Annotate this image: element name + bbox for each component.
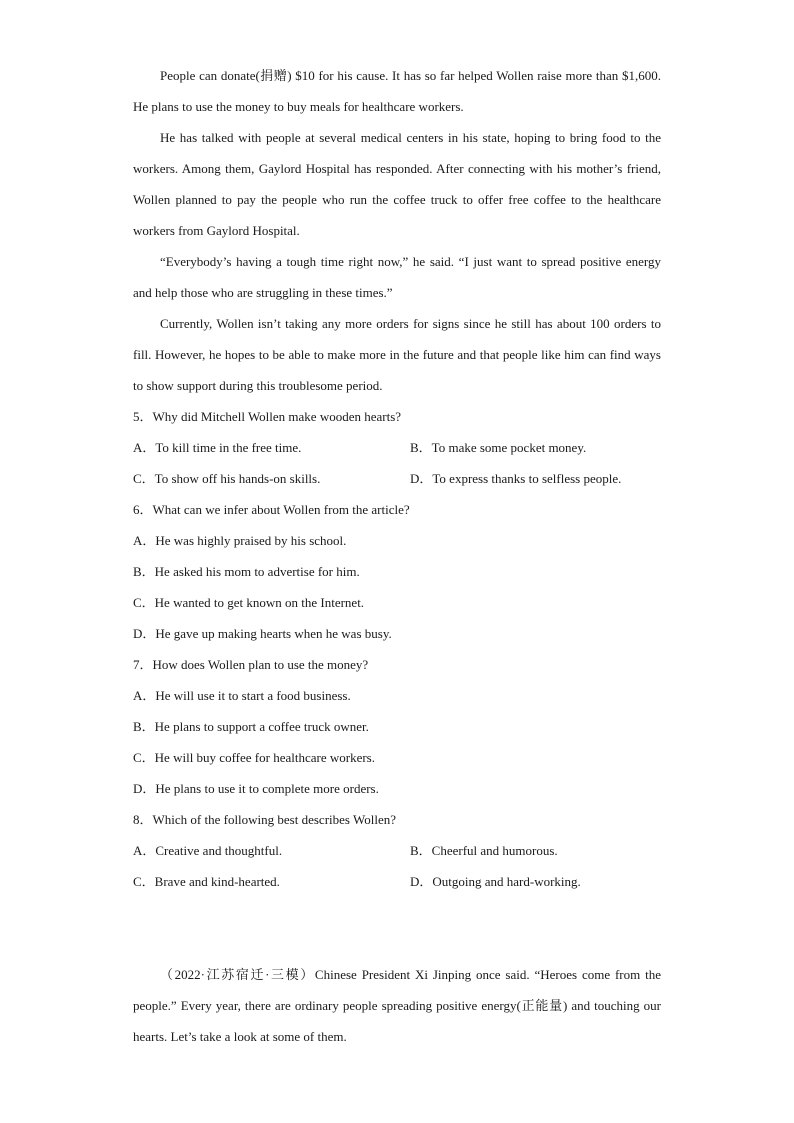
question-5-option-c: C．To show off his hands-on skills. xyxy=(133,471,321,486)
question-7-option-a: A．He will use it to start a food business. xyxy=(133,688,351,703)
passage-paragraph-3: “Everybody’s having a tough time right now,” he said. “I just want to spread positive energy and help those who are struggling in these times.” xyxy=(133,254,661,300)
question-8-option-c: C．Brave and kind-hearted. xyxy=(133,874,280,889)
question-7-option-d: D．He plans to use it to complete more orders. xyxy=(133,781,379,796)
question-6-option-d: D．He gave up making hearts when he was busy. xyxy=(133,626,392,641)
question-6-option-c: C．He wanted to get known on the Internet. xyxy=(133,595,365,610)
question-8-option-d: D．Outgoing and hard-working. xyxy=(410,874,581,889)
question-8-options-row-1 xyxy=(133,835,661,866)
next-passage-intro: （2022·江苏宿迁·三模）Chinese President Xi Jinping once said. “Heroes come from the people.” Every year, there are ordinary people spreading positive energy(正能量) and touching our hearts. Let’s take a look at some of them. xyxy=(133,967,661,1044)
passage-paragraph-1: People can donate(捐赠) $10 for his cause. It has so far helped Wollen raise more than $1,600. He plans to use the money to buy meals for healthcare workers. xyxy=(133,68,661,114)
question-5-options-row-1 xyxy=(133,432,661,463)
question-8-option-a: A．Creative and thoughtful. xyxy=(133,843,283,858)
question-6-stem: 6．What can we infer about Wollen from the article? xyxy=(133,502,410,517)
question-8-stem: 8．Which of the following best describes Wollen? xyxy=(133,812,396,827)
question-6-option-b: B．He asked his mom to advertise for him. xyxy=(133,564,360,579)
question-6-option-a: A．He was highly praised by his school. xyxy=(133,533,347,548)
question-5-option-b: B．To make some pocket money. xyxy=(410,440,587,455)
question-7-option-c: C．He will buy coffee for healthcare workers. xyxy=(133,750,375,765)
passage-paragraph-2: He has talked with people at several medical centers in his state, hoping to bring food to the workers. Among them, Gaylord Hospital has responded. After connecting with his mother’s friend, Wollen planned to pay the people who run the coffee truck to offer free coffee to the healthcare workers from Gaylord Hospital. xyxy=(133,130,661,238)
question-7-option-b: B．He plans to support a coffee truck owner. xyxy=(133,719,369,734)
question-5-stem: 5．Why did Mitchell Wollen make wooden hearts? xyxy=(133,409,402,424)
question-5-options-row-2 xyxy=(133,463,661,494)
question-7-stem: 7．How does Wollen plan to use the money? xyxy=(133,657,369,672)
question-8-option-b: B．Cheerful and humorous. xyxy=(410,843,558,858)
section-spacer xyxy=(133,897,661,959)
question-5-option-a: A．To kill time in the free time. xyxy=(133,440,302,455)
passage-paragraph-4: Currently, Wollen isn’t taking any more orders for signs since he still has about 100 orders to fill. However, he hopes to be able to make more in the future and that people like him can find ways to show support during this troublesome period. xyxy=(133,316,661,393)
document-content xyxy=(133,60,661,1052)
question-5-option-d: D．To express thanks to selfless people. xyxy=(410,471,622,486)
question-8-options-row-2 xyxy=(133,866,661,897)
